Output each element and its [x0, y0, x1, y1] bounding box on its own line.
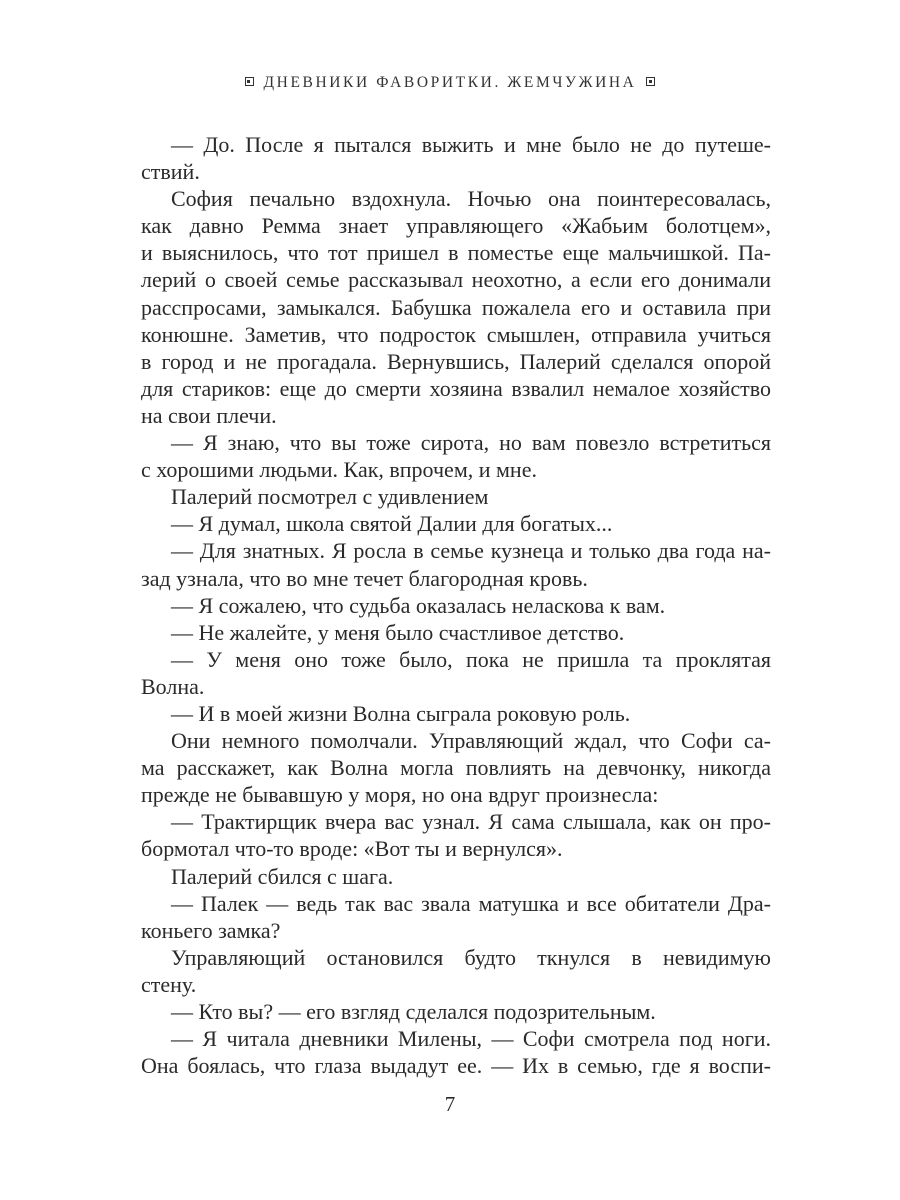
text-line: ма расскажет, как Волна могла повлиять на девчонку, никогда: [141, 755, 771, 781]
text-line: Они немного помолчали. Управляющий ждал, что Софи са-: [171, 728, 771, 754]
text-line: — У меня оно тоже было, пока не пришла та проклятая: [171, 646, 771, 672]
text-line: в город и не прогадала. Вернувшись, Палерий сделался опорой: [141, 348, 771, 374]
text-line: прежде не бывавшую у моря, но она вдруг произнесла:: [141, 782, 659, 808]
text-line: Палерий посмотрел с удивлением: [171, 484, 489, 510]
text-line: — Я читала дневники Милены, — Софи смотрела под ноги.: [171, 1026, 771, 1052]
text-line: и выяснилось, что тот пришел в поместье еще мальчишкой. Па-: [141, 240, 771, 266]
text-line: — Трактирщик вчера вас узнал. Я сама слышала, как он про-: [171, 809, 771, 835]
text-line: на свои плечи.: [141, 402, 277, 428]
text-line: Она боялась, что глаза выдадут ее. — Их в семью, где я воспи-: [141, 1053, 771, 1079]
text-line: Управляющий остановился будто ткнулся в невидимую: [171, 944, 771, 970]
text-line: ствий.: [141, 159, 200, 185]
text-line: — Я знаю, что вы тоже сирота, но вам повезло встретиться: [171, 430, 771, 456]
text-line: — И в моей жизни Волна сыграла роковую роль.: [171, 700, 631, 726]
text-line: — Кто вы? — его взгляд сделался подозрительным.: [171, 999, 656, 1024]
text-line: лерий о своей семье рассказывал неохотно, а если его донимали: [141, 267, 771, 293]
page-body-text: [141, 131, 771, 1079]
text-line: София печально вздохнула. Ночью она поинтересовалась,: [171, 186, 771, 212]
text-line: Палерий сбился с шага.: [171, 863, 394, 889]
text-line: — Не жалейте, у меня было счастливое детство.: [171, 619, 625, 645]
running-header: [0, 74, 900, 92]
text-line: — До. После я пытался выжить и мне было не до путеше-: [171, 132, 771, 157]
text-line: Волна.: [141, 673, 205, 699]
text-line: как давно Ремма знает управляющего «Жабьим болотцем»,: [141, 213, 771, 239]
text-line: — Я сожалею, что судьба оказалась неласкова к вам.: [171, 592, 666, 618]
text-line: конюшне. Заметив, что подросток смышлен, отправила учиться: [141, 321, 771, 347]
text-line: бормотал что-то вроде: «Вот ты и вернулся».: [141, 836, 563, 862]
ornament-icon: [646, 77, 655, 86]
text-line: с хорошими людьми. Как, впрочем, и мне.: [141, 457, 537, 483]
page-number: 7: [444, 1092, 456, 1116]
text-line: стену.: [141, 971, 197, 997]
text-line: коньего замка?: [141, 917, 281, 943]
text-line: зад узнала, что во мне течет благородная кровь.: [141, 565, 588, 591]
running-header-title: ДНЕВНИКИ ФАВОРИТКИ. ЖЕМЧУЖИНА: [263, 74, 637, 91]
text-line: — Я думал, школа святой Далии для богатых...: [171, 511, 613, 537]
text-line: для стариков: еще до смерти хозяина взвалил немалое хозяйство: [141, 375, 771, 401]
ornament-icon: [245, 77, 254, 86]
text-line: расспросами, замыкался. Бабушка пожалела его и оставила при: [141, 294, 771, 320]
text-line: — Палек — ведь так вас звала матушка и все обитатели Дра-: [171, 890, 771, 916]
text-line: — Для знатных. Я росла в семье кузнеца и только два года на-: [171, 538, 771, 564]
